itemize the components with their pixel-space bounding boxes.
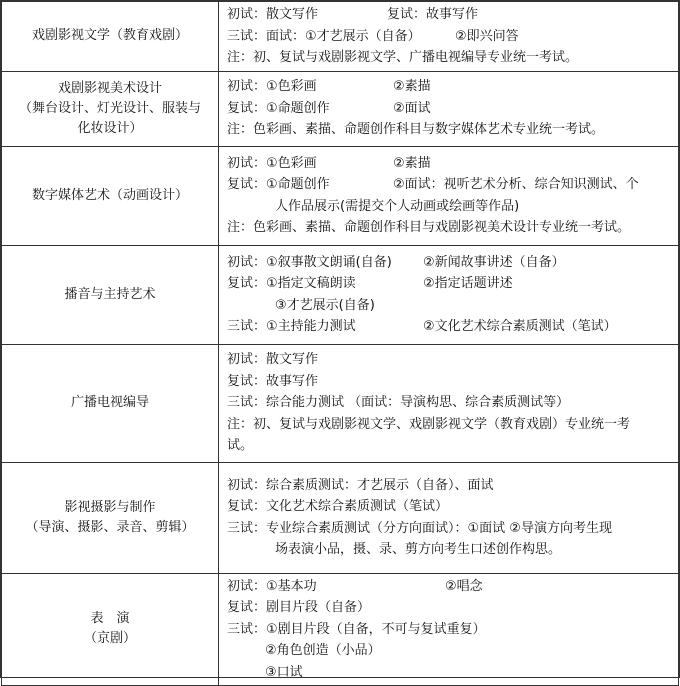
detail-text: 复试：①命题创作 bbox=[227, 100, 330, 116]
major-name-line: （京剧） bbox=[83, 631, 136, 647]
major-name-line: （舞台设计、灯光设计、服装与 bbox=[18, 100, 201, 116]
major-name-cell bbox=[2, 462, 219, 573]
major-name-line: 影视摄影与制作 bbox=[64, 499, 156, 515]
major-name-cell bbox=[2, 71, 219, 146]
detail-line bbox=[227, 76, 674, 98]
detail-line bbox=[227, 371, 674, 393]
detail-line bbox=[227, 252, 674, 274]
major-name-line: 化妆设计） bbox=[77, 120, 143, 136]
major-name-cell bbox=[2, 344, 219, 462]
detail-text: 复试：①指定文稿朗读 bbox=[227, 276, 356, 291]
detail-text: ②指定话题讲述 bbox=[423, 276, 513, 291]
detail-line bbox=[227, 414, 674, 436]
detail-text: ③才艺展示(自备) bbox=[275, 297, 375, 313]
detail-text: 初试：①叙事散文朗诵(自备) bbox=[227, 254, 392, 270]
detail-text: ②素描 bbox=[393, 79, 431, 95]
detail-text: 初试：散文写作 bbox=[227, 7, 319, 22]
detail-text: 初试：综合素质测试：才艺展示（自备）、面试 bbox=[227, 477, 494, 493]
detail-line bbox=[227, 98, 674, 120]
detail-text: 三试：综合能力测试 （面试：导演构思、综合素质测试等） bbox=[227, 395, 570, 411]
detail-text: ②面试：视听艺术分析、综合知识测试、个 bbox=[393, 177, 639, 192]
exam-detail-cell bbox=[219, 2, 679, 72]
detail-text: 复试：文化艺术综合素质测试（笔试） bbox=[227, 499, 449, 514]
detail-text: 初试：①基本功 bbox=[227, 578, 317, 594]
detail-text: 三试：①剧目片段（自备，不可与复试重复） bbox=[227, 621, 486, 637]
detail-line bbox=[227, 349, 674, 371]
major-name-cell bbox=[2, 245, 219, 344]
detail-line bbox=[227, 539, 674, 561]
detail-line bbox=[227, 662, 674, 684]
major-name-line: 戏剧影视文学（教育戏剧） bbox=[31, 28, 188, 44]
detail-text: 初试：①色彩画 bbox=[227, 155, 317, 171]
detail-line bbox=[227, 496, 674, 518]
major-name-line: 表 演 bbox=[90, 611, 130, 627]
detail-text: 复试：故事写作 bbox=[227, 373, 319, 389]
detail-text: ②文化艺术综合素质测试（笔试） bbox=[423, 319, 617, 334]
detail-text: 场表演小品，摄、录、剪方向考生口述创作构思。 bbox=[275, 542, 562, 557]
detail-line bbox=[227, 295, 674, 317]
table-row bbox=[2, 462, 679, 573]
detail-line bbox=[227, 153, 674, 175]
exam-detail-cell bbox=[219, 245, 679, 344]
exam-table bbox=[1, 1, 679, 686]
detail-text: 注：色彩画、素描、命题创作科目与戏剧影视美术设计专业统一考试。 bbox=[227, 220, 631, 235]
exam-detail-cell bbox=[219, 146, 679, 245]
table-row bbox=[2, 146, 679, 245]
detail-line bbox=[227, 316, 674, 338]
detail-text: ②即兴问答 bbox=[455, 28, 519, 44]
major-name-line: （导演、摄影、录音、剪辑） bbox=[25, 519, 195, 535]
detail-text: ②面试 bbox=[393, 100, 431, 116]
detail-line bbox=[227, 518, 674, 540]
major-name-line: 广播电视编导 bbox=[70, 395, 149, 410]
major-name-cell bbox=[2, 573, 219, 686]
detail-text: 复试：①命题创作 bbox=[227, 177, 330, 192]
detail-text: 三试：面试：①才艺展示（自备） bbox=[227, 28, 421, 44]
table-row bbox=[2, 344, 679, 462]
detail-line bbox=[227, 597, 674, 619]
major-name-line: 播音与主持艺术 bbox=[64, 286, 156, 302]
detail-line bbox=[227, 640, 674, 662]
detail-line bbox=[227, 619, 674, 641]
detail-text: 三试：专业综合素质测试（分方向面试）：①面试 ②导演方向考生现 bbox=[227, 520, 612, 536]
detail-text: ③口试 bbox=[265, 664, 303, 680]
table-row bbox=[2, 245, 679, 344]
detail-text: 人作品展示(需提交个人动画或绘画等作品) bbox=[275, 198, 520, 214]
detail-line bbox=[227, 4, 674, 26]
major-name-line: 数字媒体艺术（动画设计） bbox=[31, 187, 188, 203]
detail-line bbox=[227, 475, 674, 497]
major-name-cell bbox=[2, 2, 219, 72]
detail-line bbox=[227, 174, 674, 196]
detail-text: 复试：故事写作 bbox=[387, 7, 479, 22]
detail-line bbox=[227, 435, 674, 457]
detail-line bbox=[227, 217, 674, 239]
detail-line bbox=[227, 576, 674, 598]
major-name-line: 戏剧影视美术设计 bbox=[57, 80, 162, 96]
detail-text: 复试：剧目片段（自备） bbox=[227, 600, 371, 615]
detail-text: ②新闻故事讲述（自备） bbox=[423, 254, 565, 270]
detail-line bbox=[227, 196, 674, 218]
detail-text: ②角色创造（小品） bbox=[265, 643, 381, 658]
detail-text: ②素描 bbox=[393, 155, 431, 171]
detail-line bbox=[227, 26, 674, 48]
detail-text: 注：初、复试与戏剧影视文学、戏剧影视文学（教育戏剧）专业统一考 bbox=[227, 416, 631, 432]
major-name-cell bbox=[2, 146, 219, 245]
detail-text: 初试：①色彩画 bbox=[227, 79, 317, 95]
detail-line bbox=[227, 119, 674, 141]
detail-text: 初试：散文写作 bbox=[227, 352, 319, 368]
detail-text: 三试：①主持能力测试 bbox=[227, 319, 356, 334]
detail-text: 试。 bbox=[227, 438, 254, 454]
detail-text: ②唱念 bbox=[445, 578, 483, 594]
exam-detail-cell bbox=[219, 71, 679, 146]
detail-line bbox=[227, 392, 674, 414]
detail-line bbox=[227, 273, 674, 295]
table-row bbox=[2, 2, 679, 72]
exam-detail-cell bbox=[219, 573, 679, 686]
detail-text: 注：色彩画、素描、命题创作科目与数字媒体艺术专业统一考试。 bbox=[227, 122, 605, 138]
table-row bbox=[2, 573, 679, 686]
detail-text: 注：初、复试与戏剧影视文学、广播电视编导专业统一考试。 bbox=[227, 50, 579, 65]
exam-detail-cell bbox=[219, 462, 679, 573]
detail-line bbox=[227, 47, 674, 69]
table-row bbox=[2, 71, 679, 146]
exam-detail-cell bbox=[219, 344, 679, 462]
